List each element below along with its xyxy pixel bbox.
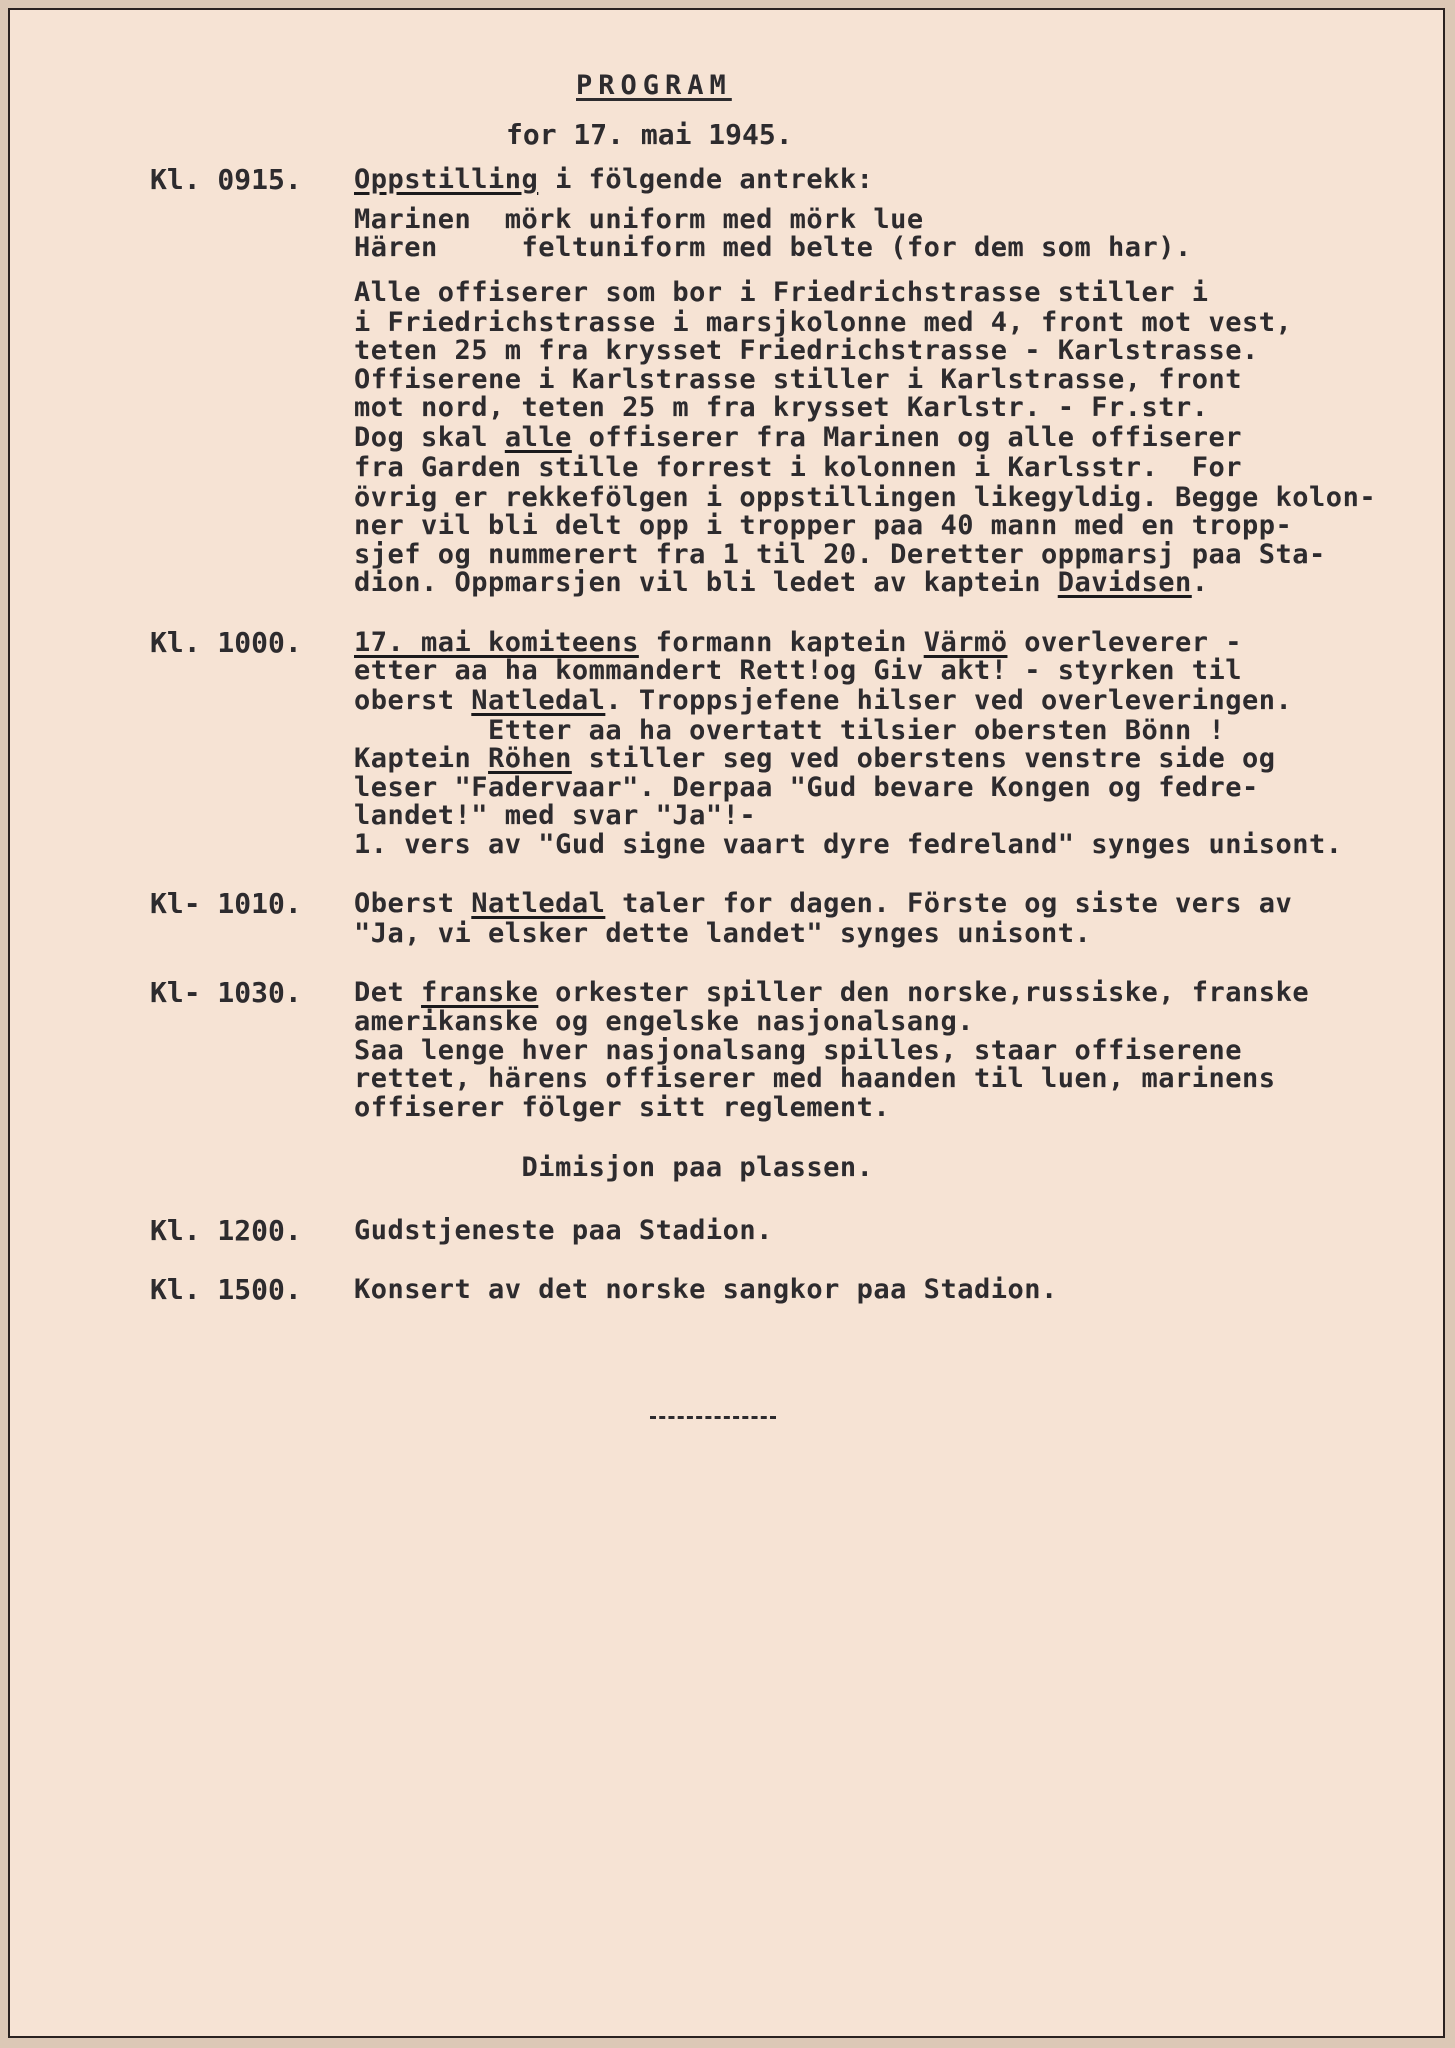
program-line <box>354 918 1091 950</box>
line-text: offiserer fölger sitt reglement. <box>354 1092 891 1123</box>
program-line <box>354 567 1209 599</box>
line-text: Saa lenge hver nasjonalsang spilles, staar offiserene <box>354 1035 1243 1066</box>
section-time: Kl. 1200. <box>150 1214 302 1247</box>
line-text: 1. vers av "Gud signe vaart dyre fedreland" synges unisont. <box>354 829 1343 860</box>
line-text: teten 25 m fra krysset Friedrichstrasse - Karlstrasse. <box>354 335 1259 366</box>
underlined-text: Röhen <box>488 743 572 774</box>
line-text: amerikanske og engelske nasjonalsang. <box>354 1006 974 1037</box>
program-line <box>354 829 1343 861</box>
section-time: Kl. 1000. <box>150 626 302 659</box>
line-text: landet!" med svar "Ja"!- <box>354 800 757 831</box>
program-line <box>354 1006 974 1038</box>
program-line <box>354 977 1309 1009</box>
line-text: orkester spiller den norske,russiske, franske <box>538 977 1310 1008</box>
program-line <box>354 510 1292 542</box>
underlined-text: alle <box>504 422 572 453</box>
line-text: overleverer - <box>1007 627 1243 658</box>
line-text: Det <box>354 977 422 1008</box>
line-text: Offiserene i Karlstrasse stiller i Karlstrasse, front <box>354 364 1243 395</box>
line-text: oberst <box>354 685 472 716</box>
section-time: Kl. 1500. <box>150 1273 302 1306</box>
program-line <box>354 685 1292 717</box>
program-line <box>354 335 1259 367</box>
line-text: . <box>1191 567 1209 598</box>
program-line <box>354 743 1276 775</box>
line-text: i fölgende antrekk: <box>538 164 874 195</box>
line-text: Etter aa ha overtatt tilsier obersten Bönn ! <box>354 715 1226 746</box>
line-text: ner vil bli delt opp i tropper paa 40 mann med en tropp- <box>354 510 1293 541</box>
underlined-text: Natledal <box>471 685 606 716</box>
program-line <box>354 655 1242 687</box>
line-text: formann kaptein <box>638 627 924 658</box>
program-line <box>354 277 1209 309</box>
line-text: sjef og nummerert fra 1 til 20. Deretter oppmarsj paa Sta- <box>354 539 1326 570</box>
line-text: taler for dagen. Förste og siste vers av <box>605 888 1293 919</box>
program-line <box>354 1215 773 1247</box>
line-text: mot nord, teten 25 m fra krysset Karlstr. - Fr.str. <box>354 392 1209 423</box>
underlined-text: 17. mai komiteens <box>354 627 639 658</box>
closing-rule <box>650 1416 776 1419</box>
program-line <box>354 1092 890 1124</box>
section-time: Kl- 1010. <box>150 887 302 920</box>
underlined-text: Värmö <box>923 627 1008 658</box>
line-text: dion. Oppmarsjen vil bli ledet av kaptein <box>354 567 1058 598</box>
program-line <box>354 452 1242 484</box>
line-text: Oberst <box>354 888 472 919</box>
underlined-text: Natledal <box>471 888 606 919</box>
program-line <box>354 164 873 196</box>
document-title: PROGRAM <box>576 70 732 101</box>
document-subtitle: for 17. mai 1945. <box>506 118 793 151</box>
section-time: Kl- 1030. <box>150 976 302 1009</box>
program-line <box>354 1152 873 1184</box>
program-line <box>354 1063 1276 1095</box>
underlined-text: Oppstilling <box>354 164 539 195</box>
line-text: leser "Fadervaar". Derpaa "Gud bevare Kongen og fedre- <box>354 772 1259 803</box>
line-text: offiserer fra Marinen og alle offiserer <box>571 422 1243 453</box>
program-line <box>354 392 1209 424</box>
program-line <box>354 232 1192 264</box>
line-text: Hären feltuniform med belte (for dem som har). <box>354 232 1192 263</box>
line-text: Alle offiserer som bor i Friedrichstrasse stiller i <box>354 277 1209 308</box>
line-text: Kaptein <box>354 743 489 774</box>
section-time: Kl. 0915. <box>150 163 302 196</box>
line-text: övrig er rekkefölgen i oppstillingen likegyldig. Begge kolon- <box>354 482 1377 513</box>
line-text: rettet, härens offiserer med haanden til luen, marinens <box>354 1063 1276 1094</box>
line-text: Dimisjon paa plassen. <box>354 1152 874 1183</box>
program-line <box>354 888 1292 920</box>
line-text: etter aa ha kommandert Rett!og Giv akt! - styrken til <box>354 655 1243 686</box>
line-text: Gudstjeneste paa Stadion. <box>354 1215 773 1246</box>
document-page <box>8 8 1445 2038</box>
line-text: stiller seg ved oberstens venstre side og <box>571 743 1276 774</box>
line-text: "Ja, vi elsker dette landet" synges unisont. <box>354 918 1092 949</box>
underlined-text: Davidsen <box>1057 567 1192 598</box>
line-text: Dog skal <box>354 422 505 453</box>
underlined-text: franske <box>421 977 539 1008</box>
program-line <box>354 800 756 832</box>
line-text: Konsert av det norske sangkor paa Stadion. <box>354 1274 1058 1305</box>
line-text: i Friedrichstrasse i marsjkolonne med 4, front mot vest, <box>354 307 1293 338</box>
line-text: . Troppsjefene hilser ved overleveringen. <box>605 685 1293 716</box>
program-line <box>354 1274 1058 1306</box>
line-text: Marinen mörk uniform med mörk lue <box>354 204 924 235</box>
program-line <box>354 422 1242 454</box>
line-text: fra Garden stille forrest i kolonnen i Karlsstr. For <box>354 452 1243 483</box>
